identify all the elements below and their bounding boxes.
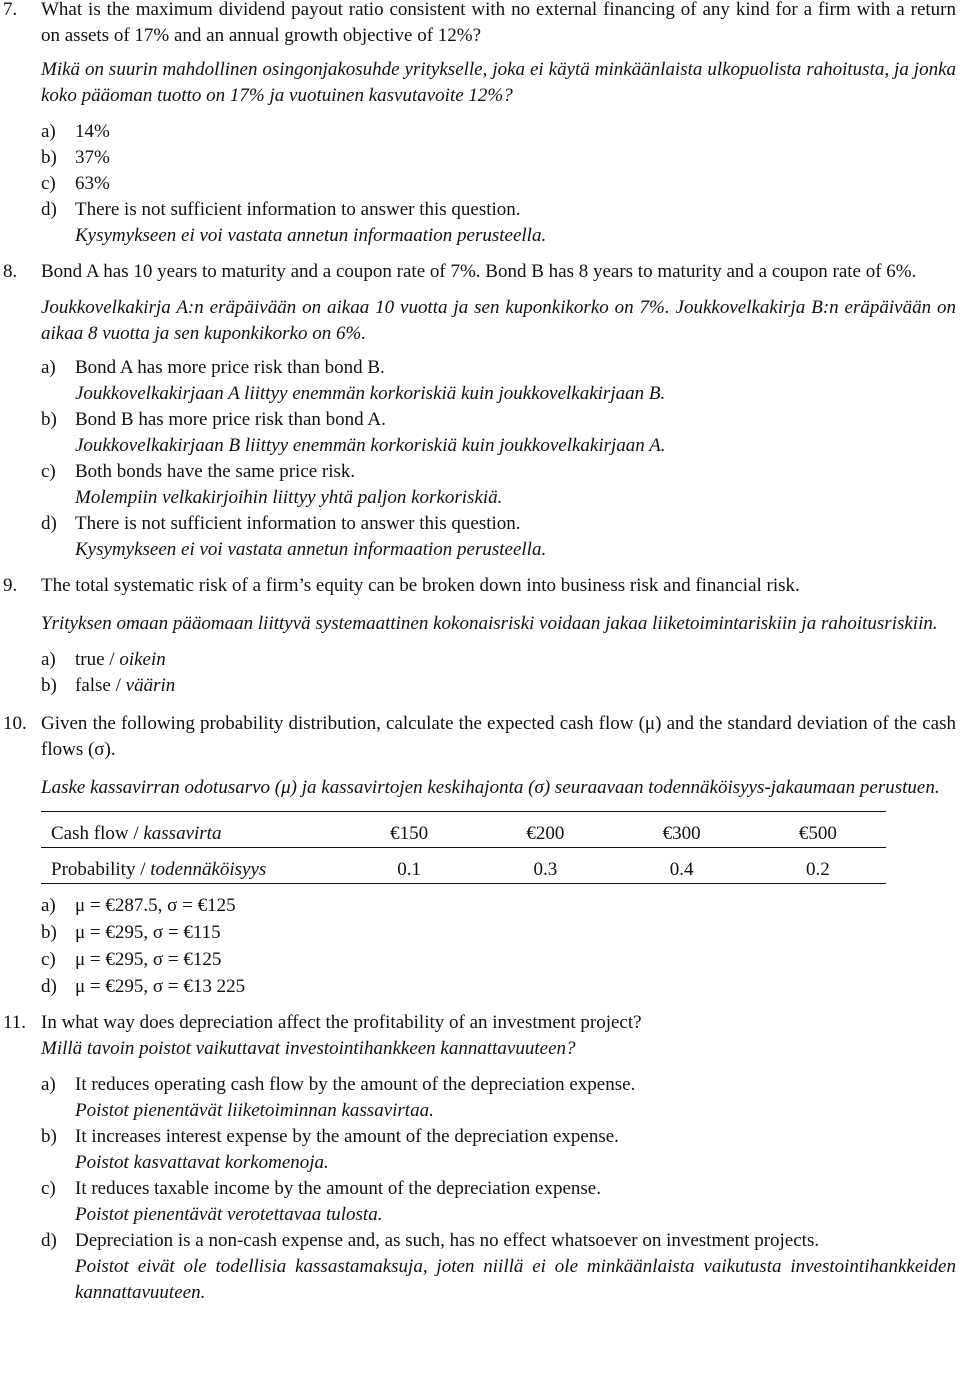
- row-label: Cash flow / kassavirta: [41, 812, 341, 848]
- question-text-en: Bond A has 10 years to maturity and a coupon rate of 7%. Bond B has 8 years to maturity and a coupon rate of 6%.: [41, 261, 917, 282]
- question-text-fi: Laske kassavirran odotusarvo (μ) ja kassavirtojen keskihajonta (σ) seuraavaan todennäköisyys-jakaumaan perustuen.: [41, 777, 940, 798]
- answer-options: [0, 892, 956, 1000]
- answer-options: [41, 647, 956, 699]
- option-a[interactable]: a) It reduces operating cash flow by the amount of the depreciation expense. Poistot pienentävät liiketoiminnan kassavirtaa.: [41, 1074, 636, 1121]
- table-cell: 0.3: [477, 848, 613, 884]
- option-d-fi: Kysymykseen ei voi vastata annetun informaation perusteella.: [75, 225, 547, 246]
- option-c[interactable]: c) Both bonds have the same price risk. Molempiin velkakirjoihin liittyy yhtä paljon korkoriskiä.: [41, 461, 503, 508]
- answer-options: [41, 119, 956, 249]
- question-7: [0, 0, 960, 249]
- cash-flow-row: [41, 812, 886, 848]
- option-b[interactable]: b) It increases interest expense by the amount of the depreciation expense. Poistot kasvattavat korkomenoja.: [41, 1126, 619, 1173]
- table-cell: 0.4: [614, 848, 750, 884]
- question-text-fi: Yrityksen omaan pääomaan liittyvä systemaattinen kokonaisriski voidaan jakaa liiketoimintariskiin ja rahoitusriskiin.: [41, 613, 938, 634]
- question-10: [0, 711, 960, 1000]
- table-cell: €500: [750, 812, 886, 848]
- table-cell: €150: [341, 812, 477, 848]
- question-8: [0, 259, 960, 563]
- option-c[interactable]: c) μ = €295, σ = €125: [41, 949, 222, 970]
- option-b[interactable]: b) false / väärin: [41, 675, 176, 696]
- table-cell: €300: [614, 812, 750, 848]
- option-a[interactable]: a) Bond A has more price risk than bond B. Joukkovelkakirjaan A liittyy enemmän korkoriskiä kuin joukkovelkakirjaan B.: [41, 357, 666, 404]
- option-b[interactable]: b) Bond B has more price risk than bond A. Joukkovelkakirjaan B liittyy enemmän korkoriskiä kuin joukkovelkakirjaan A.: [41, 409, 666, 456]
- question-number: 11.: [3, 1012, 27, 1033]
- option-a[interactable]: a) true / oikein: [41, 649, 166, 670]
- probability-row: [41, 848, 886, 884]
- option-c[interactable]: c) It reduces taxable income by the amount of the depreciation expense. Poistot pienentävät verotettavaa tulosta.: [41, 1178, 601, 1225]
- question-text-en: The total systematic risk of a firm’s equity can be broken down into business risk and financial risk.: [41, 575, 800, 596]
- question-number: 8.: [3, 261, 18, 282]
- question-text-en: What is the maximum dividend payout ratio consistent with no external financing of any kind for a firm with a return on assets of 17% and an annual growth objective of 12%?: [41, 0, 956, 46]
- option-d[interactable]: d) Depreciation is a non-cash expense and, as such, has no effect whatsoever on investment projects. Poistot eivät ole todellisia kassastamaksuja, joten niillä ei ole minkäänlaista vaikutusta investointihankkeiden kannattavuuteen.: [41, 1230, 956, 1303]
- answer-options: [41, 355, 956, 563]
- question-number: 10.: [3, 713, 27, 734]
- row-label: Probability / todennäköisyys: [41, 848, 341, 884]
- answer-options: [41, 1072, 956, 1306]
- table-cell: €200: [477, 812, 613, 848]
- question-number: 9.: [3, 575, 18, 596]
- option-a[interactable]: a) 14%: [41, 121, 110, 142]
- question-text-fi: Joukkovelkakirja A:n eräpäivään on aikaa 10 vuotta ja sen kuponkikorko on 7%. Joukkovelkakirja B:n eräpäivään on aikaa 8 vuotta ja sen kuponkikorko on 6%.: [41, 297, 956, 344]
- question-9: [0, 573, 960, 699]
- question-number: 7.: [3, 0, 18, 20]
- option-b[interactable]: b) 37%: [41, 147, 110, 168]
- question-text-en: Given the following probability distribution, calculate the expected cash flow (μ) and the standard deviation of the cash flows (σ).: [41, 713, 956, 760]
- option-c[interactable]: c) 63%: [41, 173, 110, 194]
- probability-distribution-table: [41, 811, 886, 884]
- question-text-en: In what way does depreciation affect the profitability of an investment project?: [41, 1012, 642, 1033]
- question-11: [0, 1010, 960, 1306]
- option-b[interactable]: b) μ = €295, σ = €115: [41, 922, 221, 943]
- option-d[interactable]: d) There is not sufficient information to answer this question. Kysymykseen ei voi vastata annetun informaation perusteella.: [41, 199, 547, 246]
- table-cell: 0.1: [341, 848, 477, 884]
- table-cell: 0.2: [750, 848, 886, 884]
- question-text-fi: Mikä on suurin mahdollinen osingonjakosuhde yritykselle, joka ei käytä minkäänlaista ulkopuolista rahoitusta, ja jonka koko pääoman tuotto on 17% ja vuotuinen kasvutavoite 12%?: [41, 59, 956, 106]
- question-text-fi: Millä tavoin poistot vaikuttavat investointihankkeen kannattavuuteen?: [41, 1038, 576, 1059]
- option-d[interactable]: d) μ = €295, σ = €13 225: [41, 976, 246, 997]
- option-d[interactable]: d) There is not sufficient information to answer this question. Kysymykseen ei voi vastata annetun informaation perusteella.: [41, 513, 547, 560]
- option-a[interactable]: a) μ = €287.5, σ = €125: [41, 895, 236, 916]
